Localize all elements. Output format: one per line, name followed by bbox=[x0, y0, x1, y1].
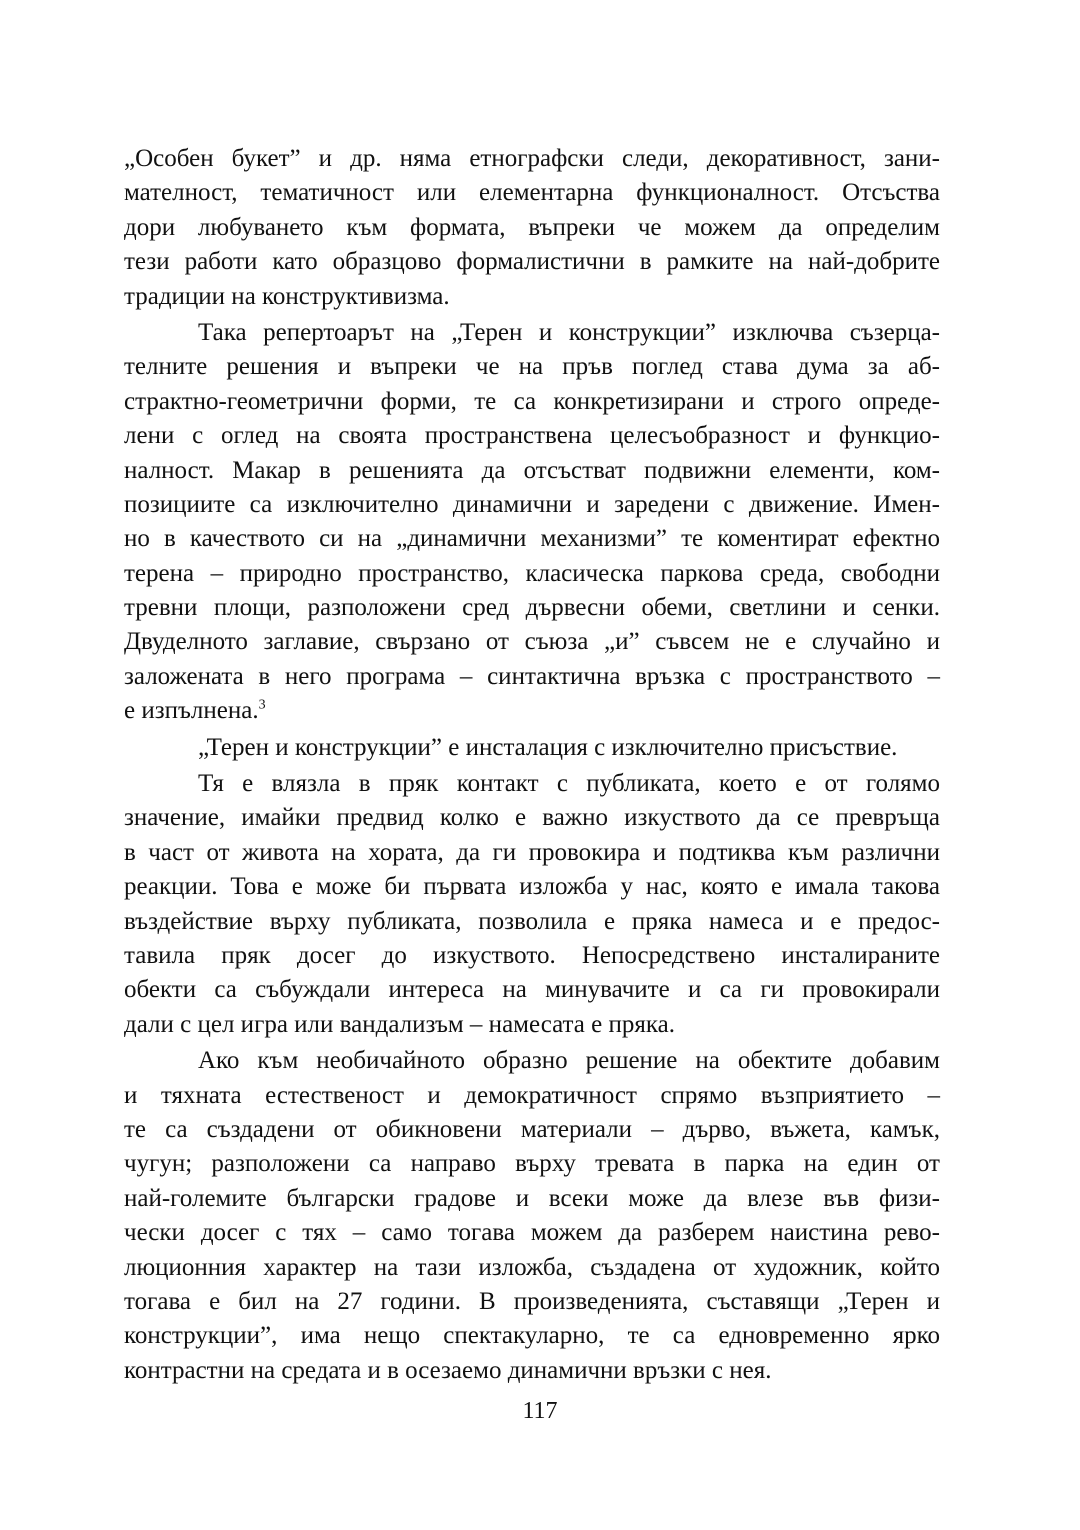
text-line: дали с цел игра или вандализъм – намесата е пряка. bbox=[124, 1010, 675, 1038]
text-line: телните решения и въпреки че на пръв поглед става дума за аб- bbox=[124, 353, 940, 381]
text-line: страктно-геометрични форми, те са конкретизирани и строго опреде- bbox=[124, 387, 940, 415]
text-line: лени с оглед на своята пространствена целесъобразност и функцио- bbox=[124, 422, 940, 450]
text-line: въздействие върху публиката, позволила е пряка намеса и е предос- bbox=[124, 907, 940, 935]
text-line bbox=[124, 694, 940, 728]
text-line: контрастни на средата и в осезаемо динамични връзки с нея. bbox=[124, 1356, 772, 1384]
text-line: позициите са изключително динамични и заредени с движение. Имен- bbox=[124, 490, 940, 518]
paragraph bbox=[124, 316, 940, 729]
text-line: „Особен букет” и др. няма етнографски следи, декоративност, зани- bbox=[124, 145, 940, 172]
page-number: 117 bbox=[522, 1398, 558, 1424]
text-line: дори любуването към формата, въпреки че можем да определим bbox=[124, 213, 940, 241]
text-line: обекти са събуждали интереса на минувачите и са ги провокирали bbox=[124, 976, 940, 1004]
paragraph bbox=[124, 1044, 940, 1388]
text-line: Така репертоарът на „Терен и конструкции” изключва съзерца- bbox=[198, 318, 940, 346]
text-line: „Терен и конструкции” е инсталация с изключително присъствие. bbox=[198, 733, 898, 761]
text-line: люционния характер на тази изложба, създадена от художник, който bbox=[124, 1253, 940, 1281]
text-line: Тя е влязла в пряк контакт с публиката, което е от голямо bbox=[198, 770, 940, 798]
text-line: конструкции”, има нещо спектакуларно, те са едновременно ярко bbox=[124, 1322, 940, 1350]
text-line: Двуделното заглавие, свързано от съюза „и” съвсем не е случайно и bbox=[124, 628, 940, 656]
paragraph bbox=[124, 767, 940, 1042]
paragraph bbox=[124, 142, 940, 314]
text-line: чугун; разположени са направо върху тревата в парка на един от bbox=[124, 1150, 940, 1178]
text-line: тревни площи, разположени сред дървесни обеми, светлини и сенки. bbox=[124, 594, 940, 622]
text-line: чески досег с тях – само тогава можем да разберем наистина рево- bbox=[124, 1219, 940, 1247]
text-line: мателност, тематичност или елементарна функционалност. Отсъства bbox=[124, 179, 940, 207]
text-line: традиции на конструктивизма. bbox=[124, 282, 450, 310]
text-line: тогава е бил на 27 години. В произведенията, съставящи „Терен и bbox=[124, 1287, 940, 1315]
text-line: налност. Макар в решенията да отсъстват подвижни елементи, ком- bbox=[124, 456, 940, 484]
text-line: най-големите български градове и всеки може да влезе във физи- bbox=[124, 1184, 940, 1212]
footnote-marker[interactable]: 3 bbox=[258, 697, 266, 713]
text-line: тези работи като образцово формалистични в рамките на най-добрите bbox=[124, 248, 940, 276]
page-body bbox=[124, 142, 940, 1388]
text-line-content: е изпълнена. bbox=[124, 697, 259, 725]
paragraph bbox=[124, 731, 940, 765]
text-line: значение, имайки предвид колко е важно изкуството да се превръща bbox=[124, 804, 940, 832]
text-line: и тяхната естественост и демократичност спрямо възприятието – bbox=[124, 1081, 940, 1109]
text-line: в част от живота на хората, да ги провокира и подтиква към различни bbox=[124, 838, 940, 866]
text-line: реакции. Това е може би първата изложба у нас, която е имала такова bbox=[124, 873, 940, 901]
text-line: терена – природно пространство, класическа паркова среда, свободни bbox=[124, 559, 940, 587]
text-line: тавила пряк досег до изкуството. Непосредствено инсталираните bbox=[124, 941, 940, 969]
text-line: заложената в него програма – синтактична връзка с пространството – bbox=[124, 662, 940, 690]
text-line: Ако към необичайното образно решение на обектите добавим bbox=[198, 1047, 940, 1075]
text-line: но в качеството си на „динамични механизми” те коментират ефектно bbox=[124, 525, 940, 553]
text-line: те са създадени от обикновени материали – дърво, въжета, камък, bbox=[124, 1115, 940, 1143]
